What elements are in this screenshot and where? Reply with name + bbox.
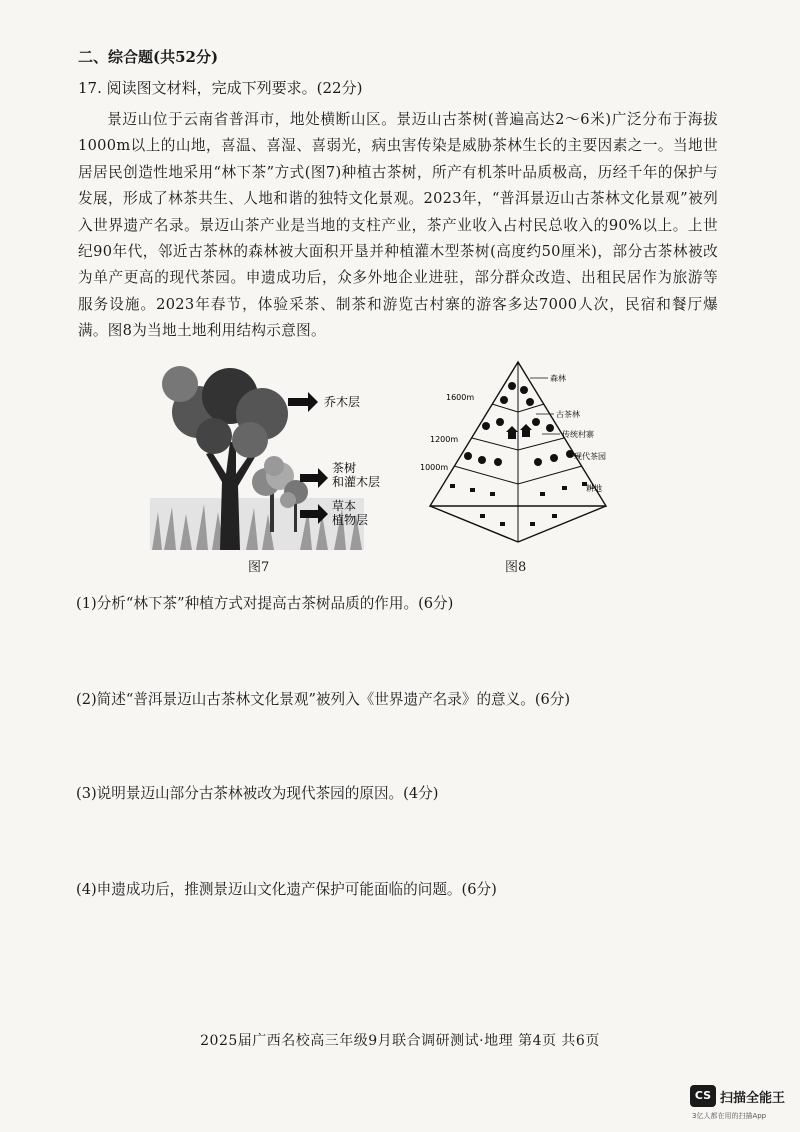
figure-7-caption: 图7 bbox=[248, 560, 270, 575]
camscanner-logo-icon: CS bbox=[690, 1085, 716, 1107]
sub-question-2: (2)简述“普洱景迈山古茶林文化景观”被列入《世界遗产名录》的意义。(6分) bbox=[76, 691, 571, 708]
scanner-watermark bbox=[690, 1085, 790, 1125]
label-herb-layer-1: 草本 bbox=[332, 499, 357, 513]
brand-name: 扫描全能王 bbox=[720, 1091, 786, 1106]
legend-farmland: 耕地 bbox=[586, 484, 602, 493]
figure-7 bbox=[150, 362, 381, 550]
legend-modern-tea: 现代茶园 bbox=[574, 452, 606, 461]
page-footer: 2025届广西名校高三年级9月联合调研测试·地理 第4页 共6页 bbox=[200, 1033, 600, 1049]
sub-question-1: (1)分析“林下茶”种植方式对提高古茶树品质的作用。(6分) bbox=[76, 595, 454, 612]
figure-8-pyramid bbox=[420, 356, 610, 550]
sub-question-4: (4)申遗成功后，推测景迈山文化遗产保护可能面临的问题。(6分) bbox=[76, 881, 497, 898]
question-title: 17. 阅读图文材料，完成下列要求。(22分) bbox=[78, 79, 363, 97]
label-tea-layer-2: 和灌木层 bbox=[332, 475, 381, 489]
legend-forest: 森林 bbox=[550, 374, 566, 383]
question-paragraph: 景迈山位于云南省普洱市，地处横断山区。景迈山古茶树(普遍高达2～6米)广泛分布于海拔1000m以上的山地，喜温、喜湿、喜弱光，病虫害传染是威胁茶林生长的主要因素之一。当地世居居民创造性地采用“林下茶”方式(图7)种植古茶树，所产有机茶叶品质极高，历经千年的保护与发展，形成了林茶共生、人地和谐的独特文化景观。2023年，“普洱景迈山古茶林文化景观”被列入世界遗产名录。景迈山茶产业是当地的支柱产业，茶产业收入占村民总收入的90%以上。上世纪90年代，邻近古茶林的森林被大面积开垦并种植灌木型茶树(高度约50厘米)，部分古茶林被改为单产更高的现代茶园。申遗成功后，众多外地企业进驻，部分群众改造、出租民居作为旅游等服务设施。2023年春节，体验采茶、制茶和游览古村寨的游客多达7000人次，民宿和餐厅爆满。图8为当地土地利用结构示意图。 bbox=[78, 111, 718, 340]
village-house-icons bbox=[506, 424, 532, 439]
brand-subtitle: 3亿人都在用的扫描App bbox=[692, 1112, 767, 1120]
label-herb-layer-2: 植物层 bbox=[332, 513, 369, 527]
legend-ancient-tea: 古茶林 bbox=[556, 410, 580, 419]
label-tree-layer: 乔木层 bbox=[324, 395, 361, 409]
figure-7-illustration bbox=[150, 362, 381, 550]
altitude-1200: 1200m bbox=[430, 435, 459, 444]
legend-village: 传统村寨 bbox=[562, 430, 594, 439]
altitude-1600: 1600m bbox=[446, 393, 475, 402]
altitude-1000: 1000m bbox=[420, 463, 449, 472]
label-tea-layer-1: 茶树 bbox=[332, 461, 357, 475]
figure-8-caption: 图8 bbox=[505, 560, 527, 575]
sub-question-3: (3)说明景迈山部分古茶林被改为现代茶园的原因。(4分) bbox=[76, 785, 439, 802]
figure-8 bbox=[420, 356, 610, 550]
section-title: 二、综合题(共52分) bbox=[78, 48, 219, 66]
